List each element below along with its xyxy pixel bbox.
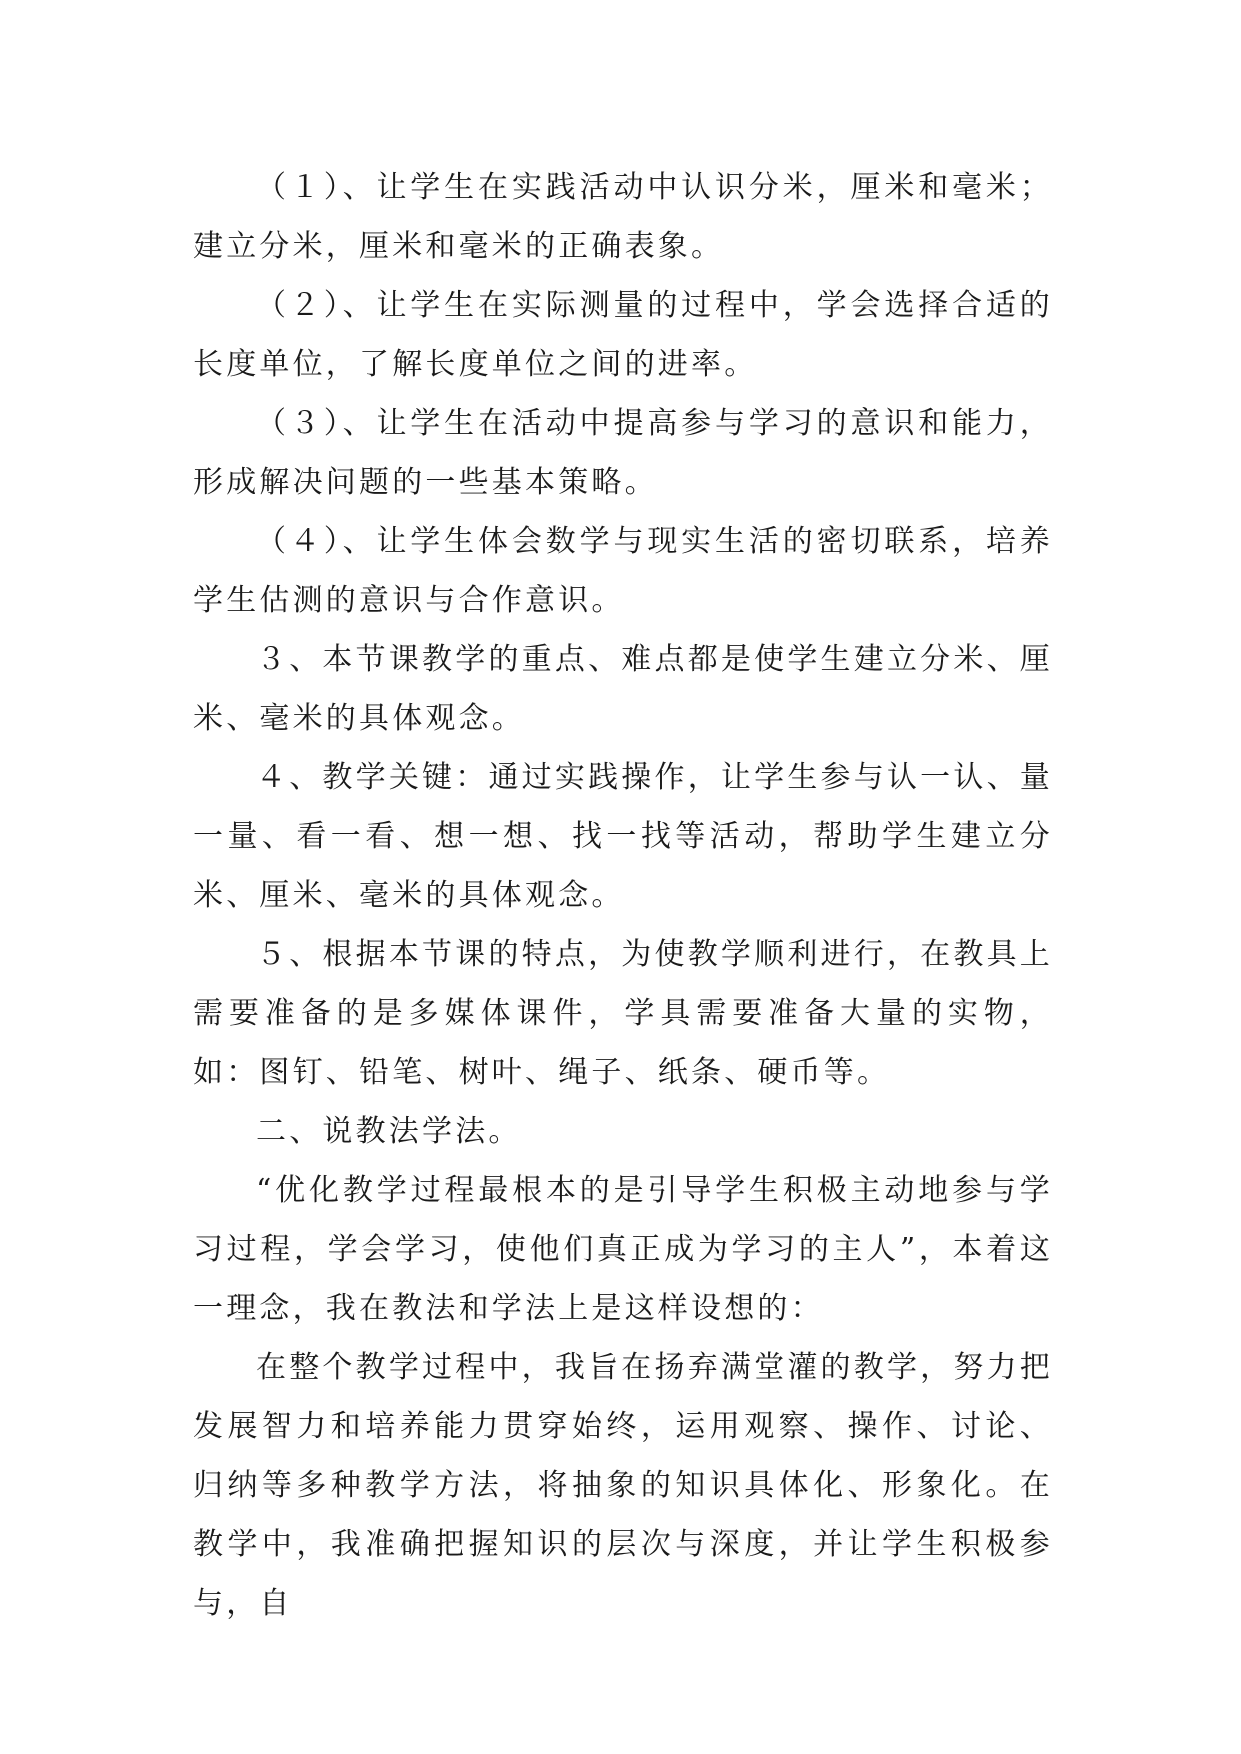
paragraph-objective-2: （２）、让学生在实际测量的过程中，学会选择合适的长度单位，了解长度单位之间的进率。	[193, 288, 1053, 382]
paragraph-key-points: ３、本节课教学的重点、难点都是使学生建立分米、厘米、毫米的具体观念。	[193, 642, 1053, 736]
paragraph-teaching-process: 在整个教学过程中，我旨在扬弃满堂灌的教学，努力把发展智力和培养能力贯穿始终，运用观察、操作、讨论、归纳等多种教学方法，将抽象的知识具体化、形象化。在教学中，我准确把握知识的层次与深度，并让学生积极参与，自	[193, 1350, 1053, 1621]
paragraph-objective-1: （１）、让学生在实践活动中认识分米，厘米和毫米；建立分米，厘米和毫米的正确表象。	[193, 170, 1053, 264]
paragraph-teaching-key: ４、教学关键：通过实践操作，让学生参与认一认、量一量、看一看、想一想、找一找等活动，帮助学生建立分米、厘米、毫米的具体观念。	[193, 760, 1053, 913]
section-heading-methods: 二、说教法学法。	[256, 1114, 522, 1149]
paragraph-objective-3: （３）、让学生在活动中提高参与学习的意识和能力，形成解决问题的一些基本策略。	[193, 406, 1053, 500]
document-body	[193, 158, 1053, 1633]
paragraph-preparation: ５、根据本节课的特点，为使教学顺利进行，在教具上需要准备的是多媒体课件，学具需要准备大量的实物，如：图钉、铅笔、树叶、绳子、纸条、硬币等。	[193, 937, 1053, 1090]
paragraph-quote: “优化教学过程最根本的是引导学生积极主动地参与学习过程，学会学习，使他们真正成为学习的主人”，本着这一理念，我在教法和学法上是这样设想的：	[193, 1173, 1053, 1326]
paragraph-objective-4: （４）、让学生体会数学与现实生活的密切联系，培养学生估测的意识与合作意识。	[193, 524, 1053, 618]
